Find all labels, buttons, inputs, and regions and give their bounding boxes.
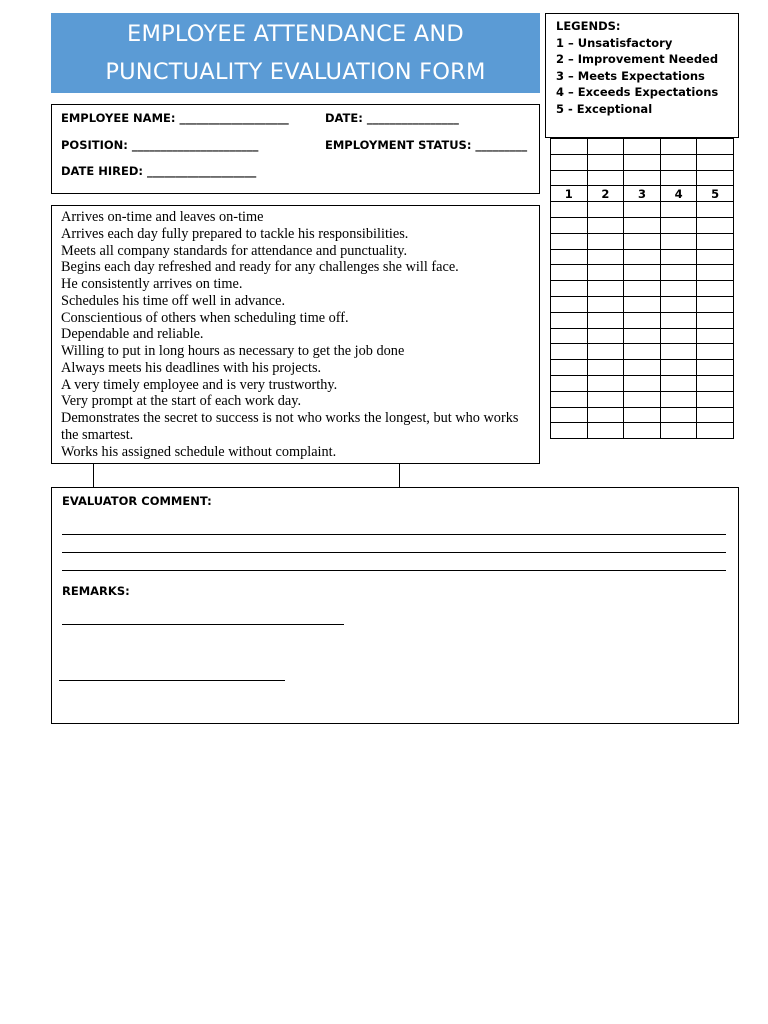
rating-cell[interactable] [697,423,734,439]
rating-cell[interactable] [624,423,661,439]
form-title [51,13,540,93]
employee-name-field[interactable]: EMPLOYEE NAME: ___________________ [61,111,289,125]
rating-cell[interactable] [624,407,661,423]
rating-cell[interactable] [624,328,661,344]
signature-line[interactable] [59,680,285,681]
rating-cell[interactable] [697,296,734,312]
rating-cell[interactable] [697,407,734,423]
rating-cell[interactable] [551,249,588,265]
rating-row [551,360,734,376]
rating-grid [550,138,734,439]
criteria-item: Meets all company standards for attendance and punctuality. [61,242,408,259]
rating-row [551,170,734,186]
rating-cell[interactable] [660,312,697,328]
rating-cell[interactable] [697,139,734,155]
rating-cell[interactable] [697,249,734,265]
rating-cell[interactable] [660,423,697,439]
employee-info-box [51,104,540,194]
criteria-item: Begins each day refreshed and ready for any challenges she will face. [61,259,459,276]
criteria-item: Demonstrates the secret to success is not who works the longest, but who works the smartest. [61,410,519,443]
rating-row [551,296,734,312]
date-hired-field[interactable]: DATE HIRED: ___________________ [61,164,257,178]
comment-line[interactable] [62,534,726,535]
rating-cell[interactable] [660,233,697,249]
legend-item: 2 – Improvement Needed [556,52,719,67]
criteria-list [51,205,540,464]
rating-cell[interactable] [587,154,624,170]
rating-cell[interactable] [660,407,697,423]
rating-cell[interactable] [624,154,661,170]
rating-cell[interactable] [587,423,624,439]
rating-cell[interactable] [660,265,697,281]
rating-cell[interactable] [697,344,734,360]
rating-cell[interactable] [660,202,697,218]
rating-cell[interactable] [624,217,661,233]
rating-cell[interactable] [587,360,624,376]
rating-cell[interactable] [587,281,624,297]
rating-cell[interactable] [587,265,624,281]
position-field[interactable]: POSITION: ______________________ [61,138,259,152]
evaluator-comment-box [51,487,739,724]
rating-scale-number: 5 [697,186,734,202]
legend-heading: LEGENDS: [556,19,621,33]
rating-row [551,375,734,391]
rating-cell[interactable] [587,375,624,391]
rating-cell[interactable] [551,360,588,376]
rating-cell[interactable] [697,375,734,391]
rating-cell[interactable] [551,217,588,233]
rating-row [551,217,734,233]
evaluator-comment-label: EVALUATOR COMMENT: [62,494,212,508]
rating-cell[interactable] [624,344,661,360]
rating-cell[interactable] [697,312,734,328]
legend-box [545,13,739,138]
rating-row [551,281,734,297]
criteria-item: Arrives on-time and leaves on-time [61,209,264,225]
rating-cell[interactable] [551,312,588,328]
date-field[interactable]: DATE: ________________ [325,111,459,125]
rating-scale-header [551,186,734,202]
legend-item: 4 – Exceeds Expectations [556,85,719,100]
rating-cell[interactable] [660,344,697,360]
rating-row [551,265,734,281]
rating-cell[interactable] [624,202,661,218]
criteria-item: Conscientious of others when scheduling time off. [61,309,349,326]
criteria-item: Willing to put in long hours as necessary to get the job done [61,343,405,359]
rating-cell[interactable] [587,217,624,233]
rating-row [551,202,734,218]
criteria-item: He consistently arrives on time. [61,276,243,292]
rating-cell[interactable] [551,375,588,391]
rating-row [551,249,734,265]
rating-cell[interactable] [697,154,734,170]
rating-row [551,328,734,344]
rating-cell[interactable] [587,170,624,186]
rating-cell[interactable] [660,328,697,344]
rating-cell[interactable] [697,265,734,281]
remarks-label: REMARKS: [62,584,130,598]
rating-cell[interactable] [697,360,734,376]
rating-cell[interactable] [587,391,624,407]
rating-cell[interactable] [697,391,734,407]
rating-row [551,233,734,249]
rating-cell[interactable] [551,202,588,218]
rating-row [551,407,734,423]
rating-cell[interactable] [697,202,734,218]
form-title-line-1: EMPLOYEE ATTENDANCE AND [127,21,464,47]
rating-cell[interactable] [587,296,624,312]
rating-row [551,312,734,328]
rating-cell[interactable] [624,281,661,297]
rating-cell[interactable] [697,328,734,344]
rating-scale-number: 1 [551,186,588,202]
rating-cell[interactable] [660,360,697,376]
rating-cell[interactable] [587,249,624,265]
rating-row [551,423,734,439]
criteria-item: Very prompt at the start of each work day. [61,393,302,410]
rating-cell[interactable] [624,296,661,312]
rating-row [551,154,734,170]
rating-cell[interactable] [660,391,697,407]
rating-cell[interactable] [551,281,588,297]
comment-line[interactable] [62,552,726,553]
rating-cell[interactable] [551,265,588,281]
rating-cell[interactable] [587,312,624,328]
rating-cell[interactable] [624,139,661,155]
criteria-item: Works his assigned schedule without complaint. [61,443,337,460]
rating-cell[interactable] [660,281,697,297]
rating-cell[interactable] [660,375,697,391]
rating-cell[interactable] [624,170,661,186]
rating-cell[interactable] [660,154,697,170]
rating-cell[interactable] [660,249,697,265]
criteria-item: Always meets his deadlines with his projects. [61,359,322,376]
rating-cell[interactable] [551,344,588,360]
rating-cell[interactable] [551,154,588,170]
employment-status-field[interactable]: EMPLOYMENT STATUS: _________ [325,138,528,152]
rating-cell[interactable] [551,139,588,155]
rating-cell[interactable] [551,170,588,186]
remarks-line[interactable] [62,624,344,625]
rating-cell[interactable] [551,407,588,423]
criteria-item: Dependable and reliable. [61,326,204,343]
legend-item: 5 - Exceptional [556,101,653,116]
rating-cell[interactable] [624,360,661,376]
rating-cell[interactable] [551,296,588,312]
rating-cell[interactable] [551,391,588,407]
rating-cell[interactable] [697,217,734,233]
rating-cell[interactable] [697,281,734,297]
legend-item: 1 – Unsatisfactory [556,35,673,50]
rating-row [551,139,734,155]
rating-cell[interactable] [697,233,734,249]
rating-scale-number: 2 [587,186,624,202]
rating-cell[interactable] [587,233,624,249]
rating-cell[interactable] [587,407,624,423]
rating-cell[interactable] [660,296,697,312]
rating-cell[interactable] [660,170,697,186]
rating-cell[interactable] [624,312,661,328]
rating-scale-number: 4 [660,186,697,202]
criteria-item: A very timely employee and is very trustworthy. [61,376,338,393]
rating-cell[interactable] [587,139,624,155]
rating-cell[interactable] [551,233,588,249]
rating-cell[interactable] [624,265,661,281]
form-title-line-2: PUNCTUALITY EVALUATION FORM [105,59,486,85]
rating-cell[interactable] [660,217,697,233]
legend-item: 3 – Meets Expectations [556,68,705,83]
rating-row [551,344,734,360]
rating-cell[interactable] [551,328,588,344]
rating-cell[interactable] [624,233,661,249]
rating-cell[interactable] [551,423,588,439]
rating-cell[interactable] [660,139,697,155]
connector-box [93,463,400,487]
rating-cell[interactable] [624,375,661,391]
rating-cell[interactable] [587,344,624,360]
criteria-item: Arrives each day fully prepared to tackle his responsibilities. [61,225,409,242]
rating-cell[interactable] [624,249,661,265]
comment-line[interactable] [62,570,726,571]
rating-scale-number: 3 [624,186,661,202]
rating-cell[interactable] [697,170,734,186]
rating-row [551,391,734,407]
rating-cell[interactable] [624,391,661,407]
rating-cell[interactable] [587,202,624,218]
criteria-item: Schedules his time off well in advance. [61,292,286,309]
rating-cell[interactable] [587,328,624,344]
